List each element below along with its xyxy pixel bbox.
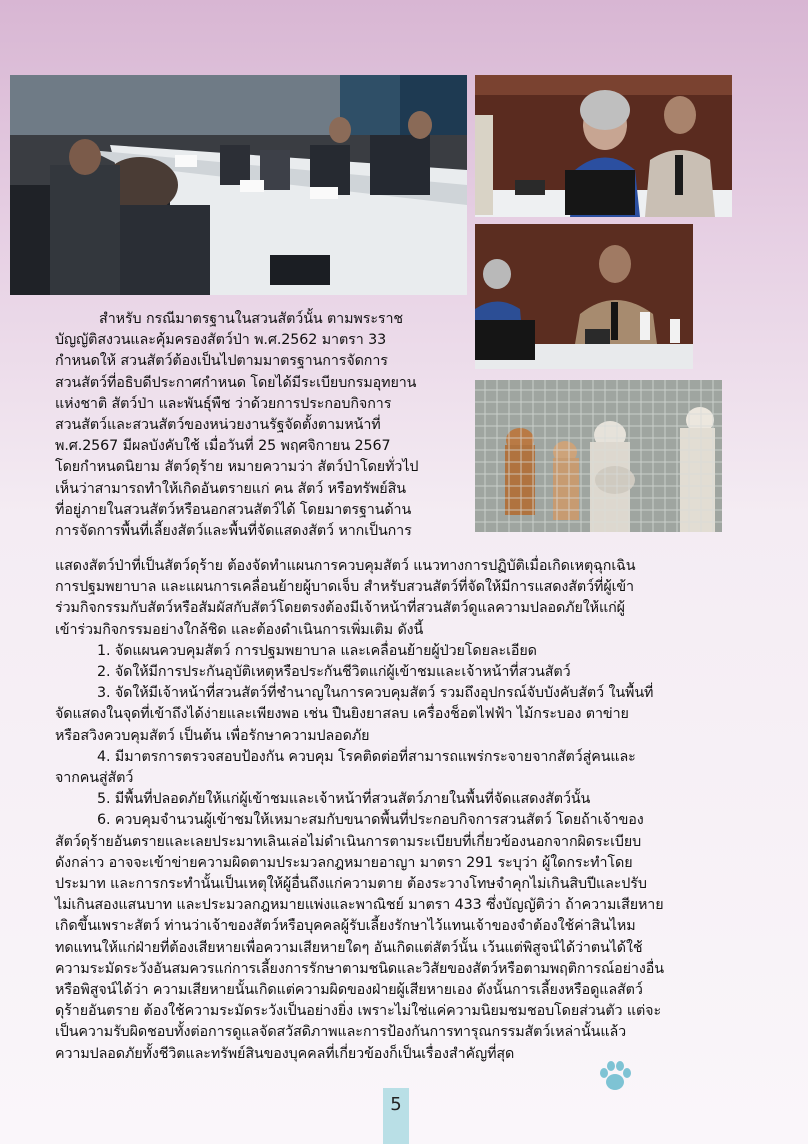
paragraph-line: หรือสวิงควบคุมสัตว์ เป็นต้น เพื่อรักษาความปลอดภัย xyxy=(55,727,370,744)
page-number: 5 xyxy=(390,1094,402,1115)
page-number-tab xyxy=(383,1088,409,1144)
paragraph-line: ดังกล่าว อาจจะเข้าข่ายความผิดตามประมวลกฎหมายอาญา มาตรา 291 ระบุว่า ผู้ใดกระทำโดย xyxy=(55,854,633,871)
paragraph-line: ความปลอดภัยทั้งชีวิตและทรัพย์สินของบุคคลที่เกี่ยวข้องก็เป็นเรื่องสำคัญที่สุด xyxy=(55,1045,515,1062)
paragraph-line: สัตว์ดุร้ายอันตรายและเลยประมาทเลินเล่อไม่ดำเนินการตามระเบียบที่เกี่ยวข้องนอกจากผิดระเบียบ xyxy=(55,833,642,850)
paragraph-line: การปฐมพยาบาล และแผนการเคลื่อนย้ายผู้บาดเจ็บ สำหรับสวนสัตว์ที่จัดให้มีการแสดงสัตว์ที่ผู้เข้า xyxy=(55,579,634,596)
paragraph-line: เป็นความรับผิดชอบทั้งต่อการดูแลจัดสวัสดิภาพและการป้องกันการทารุณกรรมสัตว์เหล่านั้นแล้ว xyxy=(55,1024,627,1041)
paragraph-line: เข้าร่วมกิจกรรมอย่างใกล้ชิด และต้องดำเนินการเพิ่มเติม ดังนี้ xyxy=(55,621,424,638)
paragraph-line: แห่งชาติ สัตว์ป่า และพันธุ์พืช ว่าด้วยการประกอบกิจการ xyxy=(55,395,392,412)
dogs-in-cage-photo xyxy=(475,380,722,532)
paragraph-line: ประมาท และการกระทำนั้นเป็นเหตุให้ผู้อื่นถึงแก่ความตาย ต้องระวางโทษจำคุกไม่เกินสิบปีและปรับ xyxy=(55,876,647,893)
paw-print-icon xyxy=(596,1058,634,1094)
paragraph-line: เกิดขึ้นเพราะสัตว์ ท่านว่าเจ้าของสัตว์หรือบุคคลผู้รับเลี้ยงรักษาไว้แทนเจ้าของจำต้องใช้ค่าสินไหม xyxy=(55,918,636,935)
paragraph-line: ร่วมกิจกรรมกับสัตว์หรือสัมผัสกับสัตว์โดยตรงต้องมีเจ้าหน้าที่สวนสัตว์ดูแลความปลอดภัยให้แก่ผู้ xyxy=(55,600,625,617)
paragraph-line: จากคนสู่สัตว์ xyxy=(55,770,134,787)
paragraph-line: ดุร้ายอันตราย ต้องใช้ความระมัดระวังเป็นอย่างยิ่ง เพราะไม่ใช่แค่ความนิยมชมชอบโดยส่วนตัว แต่จะ xyxy=(55,1003,662,1020)
paragraph-line: เห็นว่าสามารถทำให้เกิดอันตรายแก่ คน สัตว์ หรือทรัพย์สิน xyxy=(55,480,406,497)
paragraph-line: กำหนดให้ สวนสัตว์ต้องเป็นไปตามมาตรฐานการจัดการ xyxy=(55,353,388,370)
paragraph-line: สวนสัตว์และสวนสัตว์ของหน่วยงานรัฐจัดตั้งตามหน้าที่ xyxy=(55,417,381,434)
paragraph-line: ไม่เกินสองแสนบาท และประมวลกฎหมายแพ่งและพาณิชย์ มาตรา 433 ซึ่งบัญญัติว่า ถ้าความเสียหาย xyxy=(55,897,664,914)
paragraph-line: ที่อยู่ภายในสวนสัตว์หรือนอกสวนสัตว์ได้ โดยมาตรฐานด้าน xyxy=(55,501,412,518)
list-item: 3. จัดให้มีเจ้าหน้าที่สวนสัตว์ที่ชำนาญในการควบคุมสัตว์ รวมถึงอุปกรณ์จับบังคับสัตว์ ในพื้นที่ xyxy=(97,685,654,702)
meeting-photo-wide xyxy=(10,75,467,295)
meeting-photo-speaker-woman xyxy=(475,75,732,217)
paragraph-line: บัญญัติสงวนและคุ้มครองสัตว์ป่า พ.ศ.2562 มาตรา 33 xyxy=(55,332,387,349)
paragraph-line: แสดงสัตว์ป่าที่เป็นสัตว์ดุร้าย ต้องจัดทำแผนการควบคุมสัตว์ แนวทางการปฏิบัติเมื่อเกิดเหตุฉุกเฉิน xyxy=(55,558,636,574)
paragraph-line: หรือพิสูจน์ได้ว่า ความเสียหายนั้นเกิดแต่ความผิดของฝ่ายผู้เสียหายเอง ดังนั้นการเลี้ยงหรือดูแลสัตว์ xyxy=(55,982,643,999)
article-column-text xyxy=(55,309,465,542)
list-item: 1. จัดแผนควบคุมสัตว์ การปฐมพยาบาล และเคลื่อนย้ายผู้ป่วยโดยละเอียด xyxy=(97,642,537,659)
list-item: 4. มีมาตรการตรวจสอบป้องกัน ควบคุม โรคติดต่อที่สามารถแพร่กระจายจากสัตว์สู่คนและ xyxy=(97,748,636,765)
list-item: 5. มีพื้นที่ปลอดภัยให้แก่ผู้เข้าชมและเจ้าหน้าที่สวนสัตว์ภายในพื้นที่จัดแสดงสัตว์นั้น xyxy=(97,791,591,808)
list-item: 2. จัดให้มีการประกันอุบัติเหตุหรือประกันชีวิตแก่ผู้เข้าชมและเจ้าหน้าที่สวนสัตว์ xyxy=(97,664,571,681)
paragraph-line: จัดแสดงในจุดที่เข้าถึงได้ง่ายและเพียงพอ เช่น ปืนยิงยาสลบ เครื่องช็อตไฟฟ้า ไม้กระบอง ตาข่าย xyxy=(55,706,629,723)
paragraph-line: โดยกำหนดนิยาม สัตว์ดุร้าย หมายความว่า สัตว์ป่าโดยทั่วไป xyxy=(55,459,419,476)
paragraph-line: สวนสัตว์ที่อธิบดีประกาศกำหนด โดยได้มีระเบียบกรมอุทยาน xyxy=(55,374,417,391)
paragraph-line: ความระมัดระวังอันสมควรแก่การเลี้ยงการรักษาตามชนิดและวิสัยของสัตว์หรือตามพฤติการณ์อย่างอื่น xyxy=(55,960,664,977)
paragraph-line: ทดแทนให้แก่ฝ่ายที่ต้องเสียหายเพื่อความเสียหายใดๆ อันเกิดแต่สัตว์นั้น เว้นแต่พิสูจน์ได้ว่าตนได้ใช้ xyxy=(55,939,643,956)
meeting-photo-speaker-man xyxy=(475,224,693,369)
paragraph-line: การจัดการพื้นที่เลี้ยงสัตว์และพื้นที่จัดแสดงสัตว์ หากเป็นการ xyxy=(55,523,412,540)
article-full-text xyxy=(55,556,745,1065)
list-item: 6. ควบคุมจำนวนผู้เข้าชมให้เหมาะสมกับขนาดพื้นที่ประกอบกิจการสวนสัตว์ โดยถ้าเจ้าของ xyxy=(97,812,644,829)
paragraph-line: สำหรับ กรณีมาตรฐานในสวนสัตว์นั้น ตามพระราช xyxy=(99,311,404,327)
paragraph-line: พ.ศ.2567 มีผลบังคับใช้ เมื่อวันที่ 25 พฤศจิกายน 2567 xyxy=(55,438,391,455)
